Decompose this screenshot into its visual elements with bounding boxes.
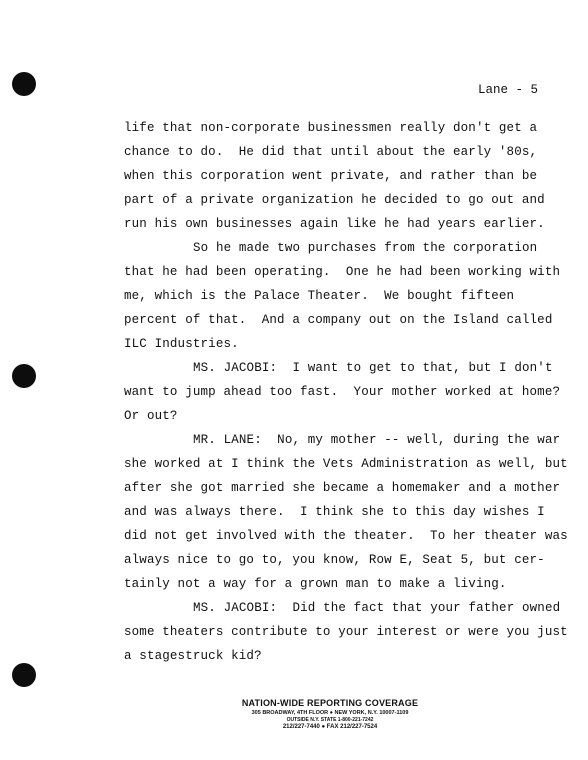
transcript-line: some theaters contribute to your interest or were you just <box>124 625 568 639</box>
footer-title: NATION-WIDE REPORTING COVERAGE <box>241 698 419 708</box>
transcript-line: part of a private organization he decided to go out and <box>124 193 545 207</box>
transcript-line: So he made two purchases from the corporation <box>193 241 538 255</box>
transcript-line: always nice to go to, you know, Row E, Seat 5, but cer- <box>124 553 545 567</box>
transcript-line: ILC Industries. <box>124 337 239 351</box>
transcript-line: chance to do. He did that until about the early '80s, <box>124 145 538 159</box>
binder-hole-bottom <box>12 663 36 687</box>
transcript-line: after she got married she became a homemaker and a mother <box>124 481 561 495</box>
transcript-line: percent of that. And a company out on the Island called <box>124 313 553 327</box>
footer-address: 305 BROADWAY, 4TH FLOOR ● NEW YORK, N.Y. 10007-1109 <box>251 710 409 716</box>
transcript-line: run his own businesses again like he had years earlier. <box>124 217 545 231</box>
transcript-line: MS. JACOBI: I want to get to that, but I don't <box>193 361 553 375</box>
transcript-line: she worked at I think the Vets Administration as well, but <box>124 457 568 471</box>
transcript-line: me, which is the Palace Theater. We bought fifteen <box>124 289 515 303</box>
transcript-line: when this corporation went private, and rather than be <box>124 169 538 183</box>
transcript-line: MR. LANE: No, my mother -- well, during the war <box>193 433 561 447</box>
footer-phones: 212/227-7440 ● FAX 212/227-7524 <box>282 724 378 730</box>
transcript-line: tainly not a way for a grown man to make a living. <box>124 577 507 591</box>
transcript-line: a stagestruck kid? <box>124 649 262 663</box>
reporting-service-footer <box>200 698 460 730</box>
page-number: Lane - 5 <box>478 83 539 97</box>
transcript-line: that he had been operating. One he had been working with <box>124 265 561 279</box>
binder-hole-top <box>12 72 36 96</box>
transcript-line: did not get involved with the theater. To her theater was <box>124 529 568 543</box>
transcript-line: want to jump ahead too fast. Your mother worked at home? <box>124 385 561 399</box>
binder-hole-middle <box>12 364 36 388</box>
footer-toll-free: OUTSIDE N.Y. STATE 1-800-221-7242 <box>286 717 374 723</box>
transcript-line: Or out? <box>124 409 178 423</box>
transcript-line: and was always there. I think she to this day wishes I <box>124 505 545 519</box>
transcript-line: MS. JACOBI: Did the fact that your father owned <box>193 601 561 615</box>
transcript-line: life that non-corporate businessmen really don't get a <box>124 121 538 135</box>
